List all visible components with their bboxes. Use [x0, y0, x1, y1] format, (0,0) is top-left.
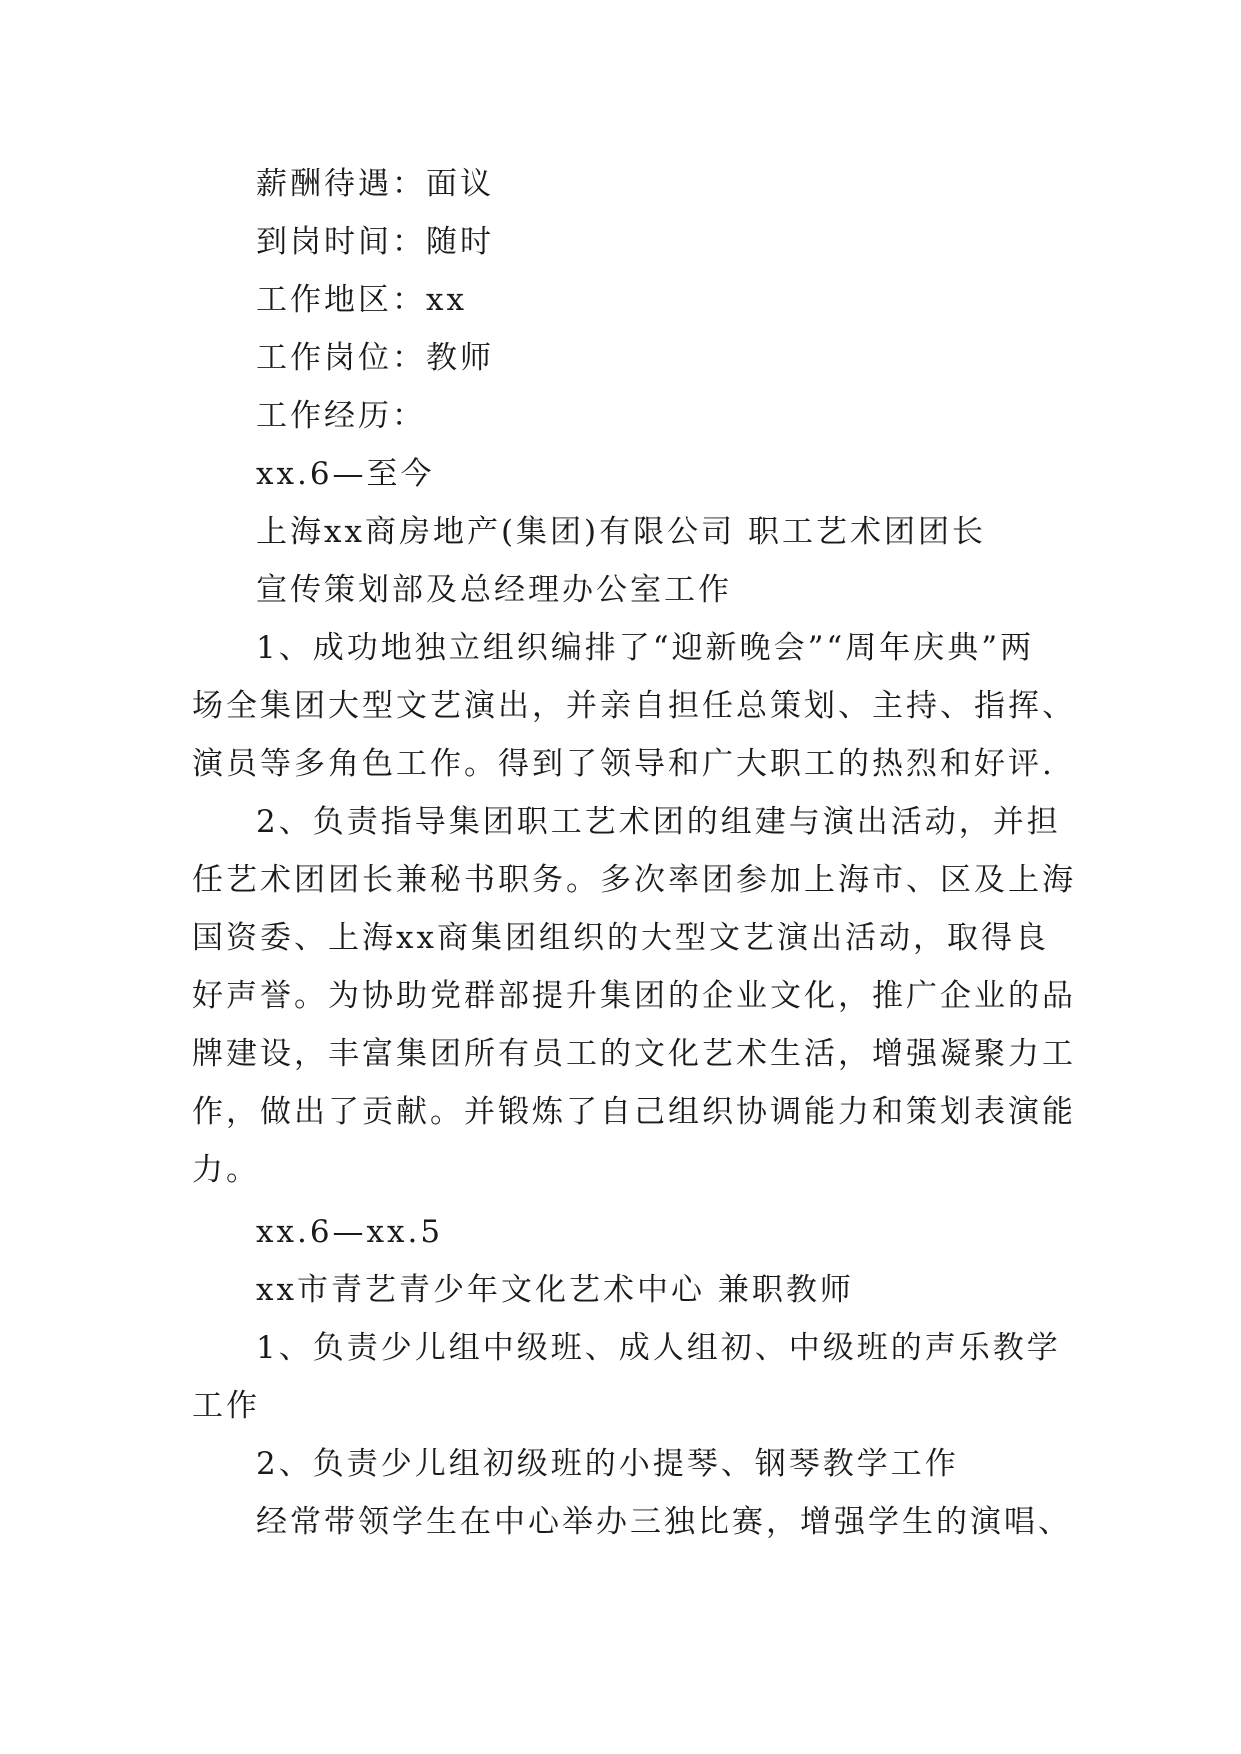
paragraph-line: 2、负责指导集团职工艺术团的组建与演出活动，并担 [256, 804, 1061, 840]
job-position-line: 工作岗位：教师 [256, 340, 494, 376]
paragraph-line: 作，做出了贡献。并锻炼了自己组织协调能力和策划表演能 [192, 1094, 1076, 1130]
paragraph-line: 演员等多角色工作。得到了领导和广大职工的热烈和好评. [192, 746, 1055, 782]
paragraph-line: 国资委、上海xx商集团组织的大型文艺演出活动，取得良 [192, 920, 1049, 956]
department-1: 宣传策划部及总经理办公室工作 [256, 572, 732, 608]
period-2: xx.6—xx.5 [256, 1214, 444, 1250]
paragraph-line: 力。 [192, 1152, 260, 1188]
paragraph-line: 场全集团大型文艺演出，并亲自担任总策划、主持、指挥、 [192, 688, 1076, 724]
employer-2: xx市青艺青少年文化艺术中心 兼职教师 [256, 1272, 854, 1308]
work-experience-heading: 工作经历： [256, 398, 426, 434]
paragraph-line: 2、负责少儿组初级班的小提琴、钢琴教学工作 [256, 1446, 959, 1482]
paragraph-line: 经常带领学生在中心举办三独比赛，增强学生的演唱、 [256, 1504, 1072, 1540]
salary-line: 薪酬待遇：面议 [256, 166, 494, 202]
work-region-line: 工作地区：xx [256, 282, 467, 318]
paragraph-line: 好声誉。为协助党群部提升集团的企业文化，推广企业的品 [192, 978, 1076, 1014]
paragraph-line: 任艺术团团长兼秘书职务。多次率团参加上海市、区及上海 [192, 862, 1076, 898]
paragraph-line: 1、负责少儿组中级班、成人组初、中级班的声乐教学 [256, 1330, 1061, 1366]
paragraph-line: 工作 [192, 1388, 260, 1424]
employer-1: 上海xx商房地产(集团)有限公司 职工艺术团团长 [256, 514, 987, 550]
paragraph-line: 1、成功地独立组织编排了“迎新晚会”“周年庆典”两 [256, 630, 1035, 666]
period-1: xx.6—至今 [256, 456, 435, 492]
paragraph-line: 牌建设，丰富集团所有员工的文化艺术生活，增强凝聚力工 [192, 1036, 1076, 1072]
start-time-line: 到岗时间：随时 [256, 224, 494, 260]
